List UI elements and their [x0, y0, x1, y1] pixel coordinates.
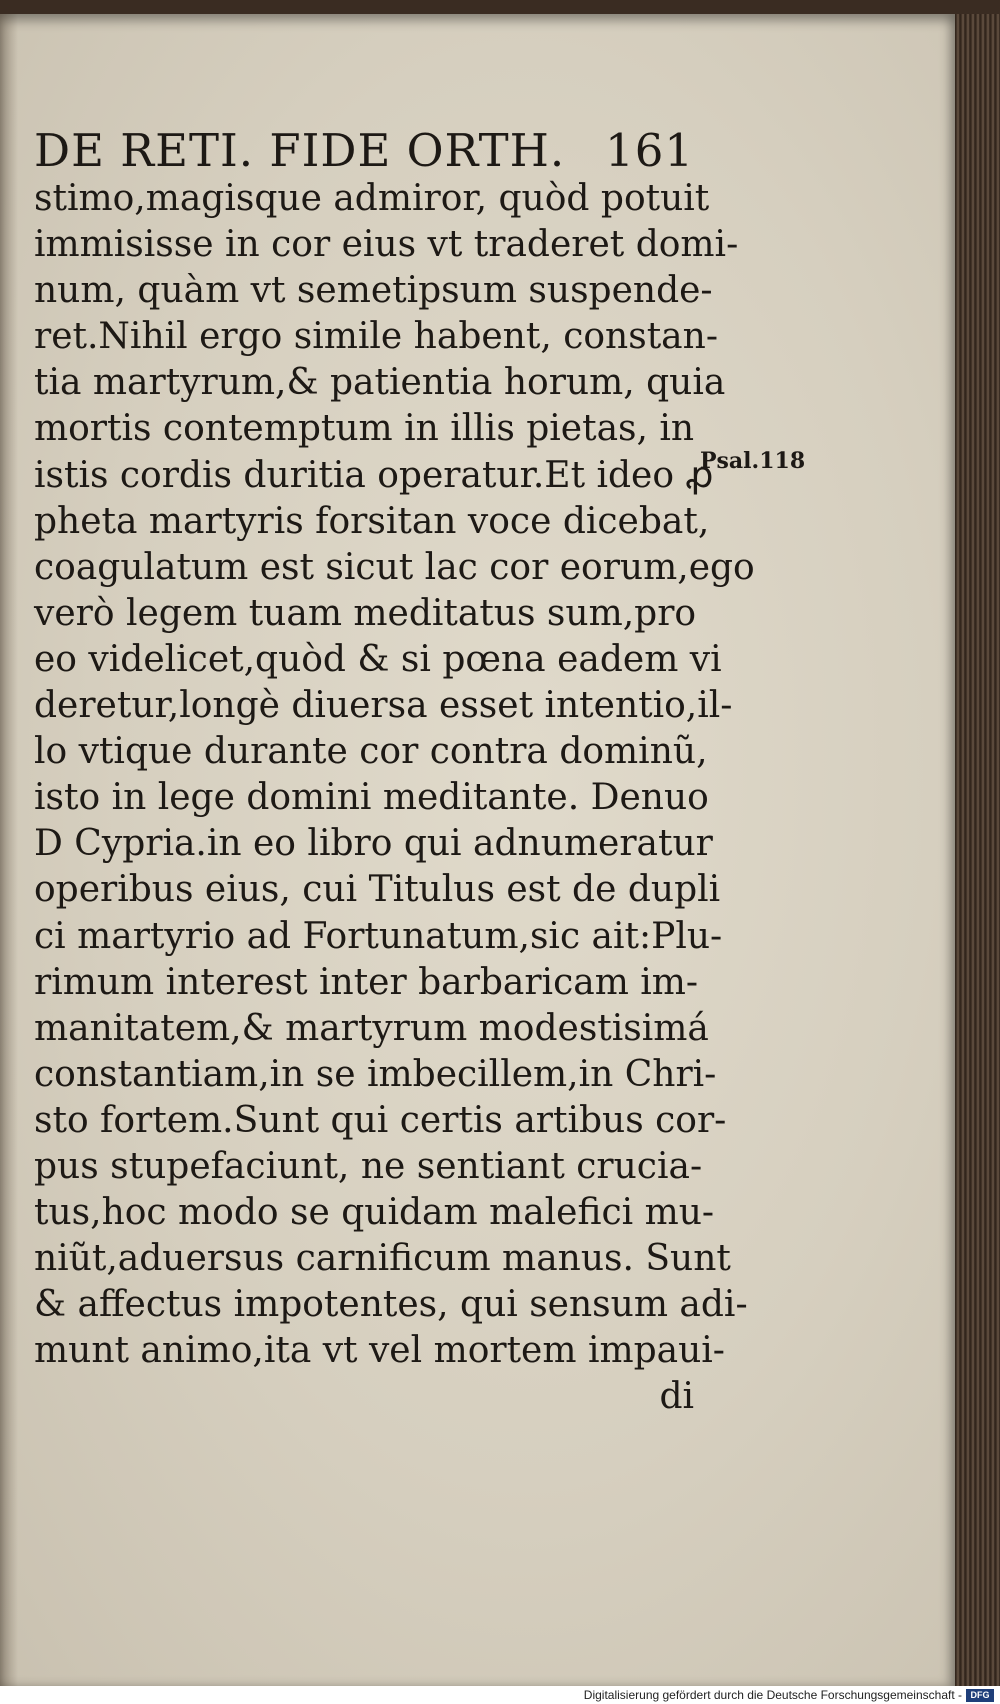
text-line: coagulatum est sicut lac cor eorum,ego	[34, 546, 755, 588]
text-line: verò legem tuam meditatus sum,pro	[34, 592, 697, 634]
text-line: pus stupefaciunt, ne sentiant crucia-	[34, 1145, 703, 1187]
text-line: pheta martyris forsitan voce dicebat,	[34, 500, 710, 542]
text-line: D Cypria.in eo libro qui adnumeratur	[34, 823, 713, 865]
text-line: operibus eius, cui Titulus est de dupli	[34, 869, 721, 911]
text-line: munt animo,ita vt vel mortem impaui-	[34, 1330, 725, 1372]
book-fore-edge	[955, 14, 1000, 1686]
text-line: constantiam,in se imbecillem,in Chri-	[34, 1053, 717, 1095]
footer-bar	[0, 1686, 1000, 1704]
text-line: rimum interest inter barbaricam im-	[34, 961, 699, 1003]
text-line: niũt,aduersus carnificum manus. Sunt	[34, 1238, 731, 1280]
text-line: istis cordis duritia operatur.Et ideo ꝓ	[34, 454, 714, 496]
page-number: 161	[605, 124, 694, 177]
text-line: ci martyrio ad Fortunatum,sic ait:Plu-	[34, 915, 723, 957]
text-line: isto in lege domini meditante. Denuo	[34, 777, 709, 819]
text-line: eo videlicet,quòd & si pœna eadem vi	[34, 638, 722, 680]
gutter-shadow	[0, 14, 18, 1686]
text-line: deretur,longè diuersa esset intentio,il-	[34, 685, 733, 727]
dfg-logo-icon: DFG	[966, 1689, 994, 1702]
text-line: & affectus impotentes, qui sensum adi-	[34, 1284, 748, 1326]
text-line: tus,hoc modo se quidam malefici mu-	[34, 1192, 715, 1234]
text-line: num, quàm vt semetipsum suspende-	[34, 270, 713, 312]
text-line: tia martyrum,& patientia horum, quia	[34, 362, 726, 404]
text-line: mortis contemptum in illis pietas, in	[34, 408, 695, 450]
marginal-note: Psal.118	[700, 448, 806, 474]
text-line: ret.Nihil ergo simile habent, constan-	[34, 316, 718, 358]
text-line: stimo,magisque admiror, quòd potuit	[34, 178, 710, 219]
text-line: manitatem,& martyrum modestisimá	[34, 1007, 709, 1049]
running-head: DE RETI. FIDE ORTH.	[34, 124, 566, 177]
text-line: lo vtique durante cor contra dominũ,	[34, 731, 708, 773]
text-line: sto fortem.Sunt qui certis artibus cor-	[34, 1099, 727, 1141]
funding-credit: Digitalisierung gefördert durch die Deutsche Forschungsgemeinschaft -	[583, 1688, 962, 1702]
text-line: immisisse in cor eius vt traderet domi-	[34, 224, 739, 266]
catchword: di	[659, 1376, 694, 1418]
